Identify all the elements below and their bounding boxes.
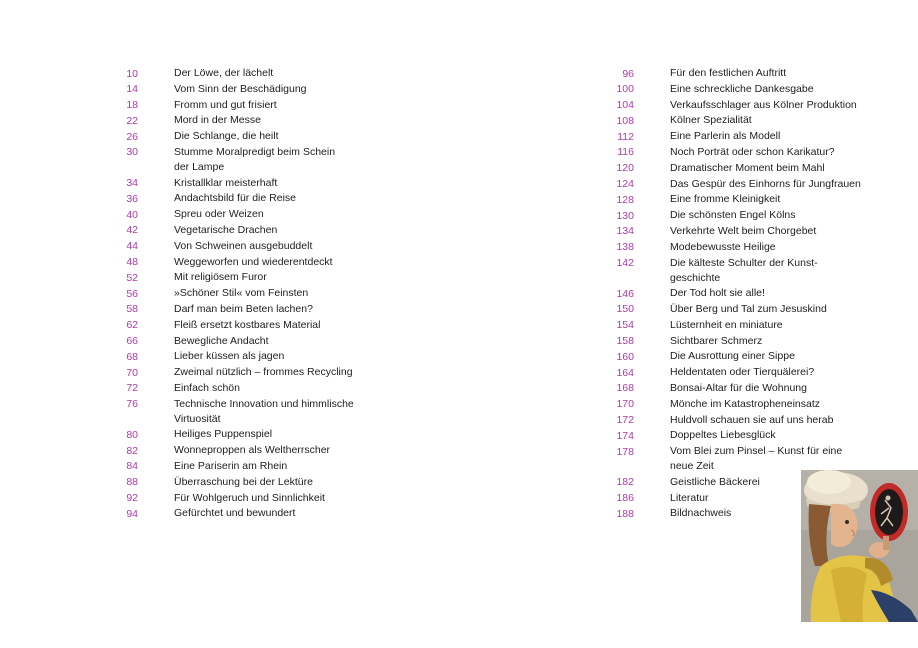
toc-entry-title: Gefürchtet und bewundert: [174, 507, 296, 520]
toc-entry: [108, 113, 408, 129]
toc-page-number: 76: [126, 398, 138, 411]
toc-page-number: 68: [126, 350, 138, 363]
toc-entry: [604, 145, 894, 161]
toc-entry-title: Mit religiösem Furor: [174, 271, 267, 284]
toc-entry: [108, 286, 408, 302]
toc-page-number: 88: [126, 476, 138, 489]
toc-entry-title: Bewegliche Andacht: [174, 334, 269, 347]
toc-page-number: 82: [126, 444, 138, 457]
toc-page-number: 116: [617, 146, 634, 159]
toc-page-number: 146: [616, 287, 634, 300]
toc-entry: [604, 192, 894, 208]
toc-entry: [604, 334, 894, 350]
toc-entry-title: Sichtbarer Schmerz: [670, 334, 763, 347]
toc-entry-title: Die Schlange, die heilt: [174, 130, 279, 143]
toc-entry-title: Technische Innovation und himmlische Virtuosität: [174, 397, 354, 426]
toc-entry: [108, 255, 408, 271]
toc-entry-title: Eine Pariserin am Rhein: [174, 459, 288, 472]
toc-page-number: 178: [616, 445, 634, 458]
toc-page-number: 48: [126, 256, 138, 269]
toc-entry: [604, 113, 894, 129]
toc-entry-title: Heiliges Puppenspiel: [174, 428, 273, 441]
toc-entry-title: Der Tod holt sie alle!: [670, 287, 765, 300]
toc-page-number: 94: [126, 507, 138, 520]
toc-entry: [108, 270, 408, 286]
toc-entry-title: Eine fromme Kleinigkeit: [670, 193, 781, 206]
toc-entry-title: Stumme Moralpredigt beim Schein der Lampe: [174, 145, 336, 174]
toc-entry-title: Die Ausrottung einer Sippe: [670, 350, 795, 363]
toc-entry: [108, 176, 408, 192]
toc-page-number: 100: [616, 83, 634, 96]
toc-page-number: 154: [616, 319, 634, 332]
toc-entry: [604, 365, 894, 381]
toc-entry: [108, 443, 408, 459]
toc-page-number: 52: [126, 271, 138, 284]
toc-page-number: 130: [616, 209, 634, 222]
toc-entry-title: Noch Porträt oder schon Karikatur?: [670, 145, 835, 158]
toc-page-number: 42: [126, 224, 138, 237]
toc-entry-title: Weggeworfen und wiederentdeckt: [174, 255, 333, 268]
toc-entry-title: »Schöner Stil« vom Feinsten: [174, 287, 309, 300]
toc-entry: [604, 98, 894, 114]
toc-page-number: 112: [617, 130, 634, 143]
toc-page-number: 164: [616, 366, 634, 379]
toc-entry-title: Vom Sinn der Beschädigung: [174, 82, 307, 95]
toc-entry: [604, 256, 894, 287]
toc-page-number: 30: [126, 146, 138, 159]
toc-page-number: 58: [126, 303, 138, 316]
toc-entry-title: Dramatischer Moment beim Mahl: [670, 161, 825, 174]
toc-entry-title: Zweimal nützlich – frommes Recycling: [174, 366, 353, 379]
toc-entry: [108, 397, 408, 428]
toc-page-number: 158: [616, 335, 634, 348]
toc-entry-title: Der Löwe, der lächelt: [174, 67, 274, 79]
toc-entry: [604, 302, 894, 318]
toc-page-number: 84: [126, 460, 138, 473]
toc-entry: [108, 491, 408, 507]
toc-page-number: 80: [126, 428, 138, 441]
toc-entry: [108, 145, 408, 176]
toc-page-number: 70: [126, 366, 138, 379]
toc-entry-title: Spreu oder Weizen: [174, 208, 264, 221]
toc-entry: [604, 381, 894, 397]
toc-page-number: 44: [126, 240, 138, 253]
toc-entry-title: Vom Blei zum Pinsel – Kunst für eine neue Zeit: [670, 445, 843, 473]
toc-entry: [108, 82, 408, 98]
toc-page-number: 128: [616, 193, 634, 206]
toc-entry: [108, 475, 408, 491]
toc-page-number: 168: [616, 382, 634, 395]
toc-entry-title: Für den festlichen Auftritt: [670, 67, 787, 79]
toc-entry: [108, 318, 408, 334]
toc-entry-title: Das Gespür des Einhorns für Jungfrauen: [670, 177, 861, 190]
toc-page-number: 172: [616, 414, 634, 427]
toc-entry: [108, 459, 408, 475]
toc-entry-title: Für Wohlgeruch und Sinnlichkeit: [174, 491, 325, 504]
toc-entry-title: Bildnachweis: [670, 507, 732, 520]
toc-page-number: 92: [126, 492, 138, 505]
toc-entry: [108, 129, 408, 145]
toc-entry: [604, 286, 894, 302]
toc-entry: [108, 365, 408, 381]
toc-page-number: 134: [616, 225, 634, 238]
toc-entry: [604, 224, 894, 240]
toc-entry-title: Vegetarische Drachen: [174, 223, 278, 236]
toc-entry-title: Die schönsten Engel Kölns: [670, 209, 796, 222]
toc-entry-title: Verkaufsschlager aus Kölner Produktion: [670, 98, 857, 111]
toc-entry: [604, 82, 894, 98]
toc-page-number: 40: [126, 208, 138, 221]
toc-page-number: 96: [622, 67, 634, 80]
toc-page-number: 62: [126, 319, 138, 332]
toc-page-number: 150: [616, 303, 634, 316]
toc-entry-title: Einfach schön: [174, 381, 240, 394]
toc-page-number: 34: [126, 177, 138, 190]
toc-page-number: 142: [616, 257, 634, 270]
toc-entry-title: Bonsai-Altar für die Wohnung: [670, 381, 807, 394]
toc-page-number: 174: [616, 429, 634, 442]
toc-page-number: 72: [126, 382, 138, 395]
toc-entry-title: Andachtsbild für die Reise: [174, 192, 296, 205]
toc-entry: [108, 66, 408, 82]
toc-entry-title: Fleiß ersetzt kostbares Material: [174, 318, 321, 331]
toc-page-number: 10: [126, 67, 138, 80]
toc-entry-title: Eine Parlerin als Modell: [670, 130, 781, 143]
toc-entry-title: Überraschung bei der Lektüre: [174, 475, 313, 488]
toc-entry: [108, 427, 408, 443]
toc-entry: [604, 349, 894, 365]
toc-entry: [604, 161, 894, 177]
toc-entry-title: Von Schweinen ausgebuddelt: [174, 239, 313, 252]
toc-page-number: 120: [616, 162, 634, 175]
toc-column-right: [604, 66, 894, 522]
toc-entry-title: Geistliche Bäckerei: [670, 475, 760, 488]
toc-entry: [604, 240, 894, 256]
toc-entry: [108, 506, 408, 522]
toc-entry: [604, 177, 894, 193]
toc-entry-title: Kölner Spezialität: [670, 114, 752, 127]
toc-entry: [604, 66, 894, 82]
toc-entry-title: Lüsternheit en miniature: [670, 318, 783, 331]
toc-entry-title: Modebewusste Heilige: [670, 240, 776, 253]
toc-entry-title: Huldvoll schauen sie auf uns herab: [670, 413, 834, 426]
toc-entry: [604, 413, 894, 429]
toc-entry-title: Verkehrte Welt beim Chorgebet: [670, 224, 817, 237]
toc-page-number: 186: [616, 492, 634, 505]
toc-page-number: 188: [616, 507, 634, 520]
toc-page-number: 22: [126, 114, 138, 127]
toc-entry: [604, 208, 894, 224]
toc-entry-title: Heldentaten oder Tierquälerei?: [670, 366, 815, 379]
toc-entry: [108, 239, 408, 255]
toc-page-number: 138: [616, 241, 634, 254]
toc-entry: [604, 428, 894, 444]
toc-entry-title: Über Berg und Tal zum Jesuskind: [670, 302, 827, 315]
toc-entry-title: Fromm und gut frisiert: [174, 98, 277, 111]
toc-page-number: 108: [616, 114, 634, 127]
toc-entry-title: Darf man beim Beten lachen?: [174, 302, 313, 315]
toc-entry-title: Wonneproppen als Weltherrscher: [174, 444, 331, 457]
toc-entry-title: Mord in der Messe: [174, 114, 261, 127]
toc-entry: [604, 397, 894, 413]
figurine-photo: [801, 470, 918, 622]
toc-page-number: 56: [126, 287, 138, 300]
toc-entry: [108, 191, 408, 207]
toc-page-number: 66: [126, 335, 138, 348]
toc-entry-title: Die kälteste Schulter der Kunst- geschichte: [670, 256, 818, 284]
toc-page-number: 124: [616, 178, 634, 191]
toc-entry: [108, 334, 408, 350]
toc-entry: [108, 207, 408, 223]
toc-page-number: 14: [126, 83, 138, 96]
toc-page-number: 36: [126, 192, 138, 205]
toc-entry-title: Mönche im Katastropheneinsatz: [670, 397, 820, 410]
toc-page-number: 18: [126, 99, 138, 112]
toc-entry-title: Lieber küssen als jagen: [174, 350, 285, 363]
toc-entry-title: Eine schreckliche Dankesgabe: [670, 82, 814, 95]
toc-entry: [108, 349, 408, 365]
toc-entry: [604, 129, 894, 145]
toc-entry-title: Literatur: [670, 491, 709, 504]
toc-entry: [108, 302, 408, 318]
toc-entry-title: Doppeltes Liebesglück: [670, 429, 776, 442]
toc-entry: [108, 98, 408, 114]
toc-entry: [604, 318, 894, 334]
toc-column-left: [108, 66, 408, 522]
toc-entry: [108, 223, 408, 239]
toc-entry-title: Kristallklar meisterhaft: [174, 176, 278, 189]
toc-page-number: 170: [616, 398, 634, 411]
toc-page-number: 26: [126, 130, 138, 143]
toc-page-number: 104: [616, 99, 634, 112]
toc-page-number: 182: [616, 476, 634, 489]
toc-entry: [108, 381, 408, 397]
toc-page-number: 160: [616, 350, 634, 363]
